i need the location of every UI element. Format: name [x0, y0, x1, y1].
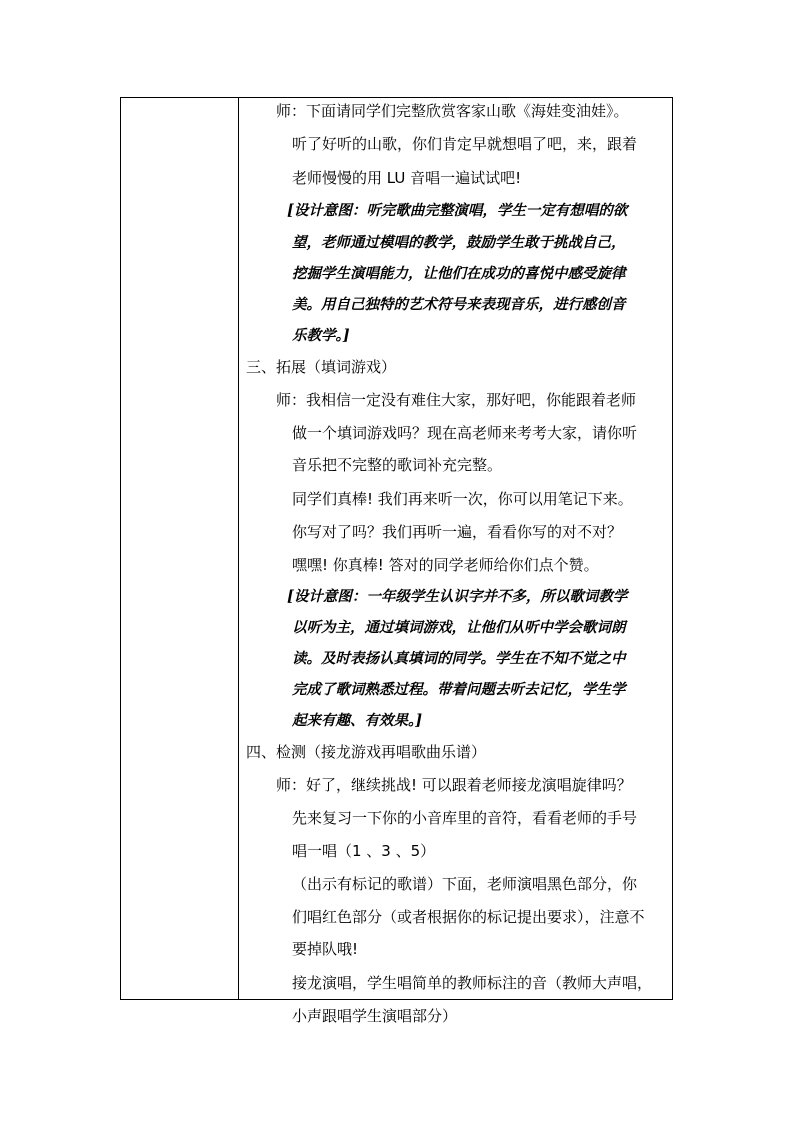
text-line: 老师慢慢的用 LU 音唱一遍试试吧!: [292, 169, 522, 187]
text-line: 音乐把不完整的歌词补充完整。: [292, 456, 503, 474]
text-line: 小声跟唱学生演唱部分）: [292, 1007, 458, 1025]
text-line: 先来复习一下你的小音库里的音符，看看老师的手号: [292, 809, 638, 827]
section-heading: 四、检测（接龙游戏再唱歌曲乐谱）: [246, 743, 487, 761]
text-line: 嘿嘿! 你真棒! 答对的同学老师给你们点个赞。: [292, 556, 599, 574]
text-line: 接龙演唱，学生唱简单的教师标注的音（教师大声唱，: [292, 974, 653, 992]
design-intent-line: 以听为主，通过填词游戏，让他们从听中学会歌词朗: [292, 619, 626, 636]
text-line: 师：我相信一定没有难住大家，那好吧，你能跟着老师: [276, 391, 637, 409]
design-intent-line: 起来有趣、有效果。]: [292, 712, 423, 729]
design-intent-line: 美。用自己独特的艺术符号来表现音乐，进行感创音: [292, 296, 626, 313]
design-intent-line: 读。及时表扬认真填词的同学。学生在不知不觉之中: [292, 650, 626, 667]
text-line: 你写对了吗？我们再听一遍，看看你写的对不对？: [292, 523, 623, 541]
section-heading: 三、拓展（填词游戏）: [246, 358, 397, 376]
text-line: 听了好听的山歌，你们肯定早就想唱了吧，来，跟着: [292, 135, 638, 153]
text-line: 们唱红色部分（或者根据你的标记提出要求），注意不: [292, 908, 645, 926]
text-line: 师：下面请同学们完整欣赏客家山歌《海娃变油娃》。: [276, 102, 629, 120]
design-intent-line: [设计意图：一年级学生认识字并不多，所以歌词教学: [287, 588, 628, 605]
column-divider: [238, 98, 239, 999]
design-intent-line: [设计意图：听完歌曲完整演唱，学生一定有想唱的欲: [287, 202, 628, 219]
text-line: （出示有标记的歌谱）下面，老师演唱黑色部分，你: [292, 875, 638, 893]
design-intent-line: 挖掘学生演唱能力，让他们在成功的喜悦中感受旋律: [292, 265, 626, 282]
text-line: 唱一唱（1 、3 、5）: [292, 842, 436, 860]
text-line: 做一个填词游戏吗？现在高老师来考考大家，请你听: [292, 424, 638, 442]
text-line: 师：好了，继续挑战! 可以跟着老师接龙演唱旋律吗？: [276, 776, 632, 794]
text-line: 同学们真棒! 我们再来听一次，你可以用笔记下来。: [292, 490, 633, 508]
design-intent-line: 望，老师通过模唱的教学，鼓励学生敢于挑战自己，: [292, 234, 626, 251]
text-line: 要掉队哦!: [292, 940, 359, 958]
design-intent-line: 完成了歌词熟悉过程。带着问题去听去记忆，学生学: [292, 681, 626, 698]
design-intent-line: 乐教学。]: [292, 327, 350, 344]
